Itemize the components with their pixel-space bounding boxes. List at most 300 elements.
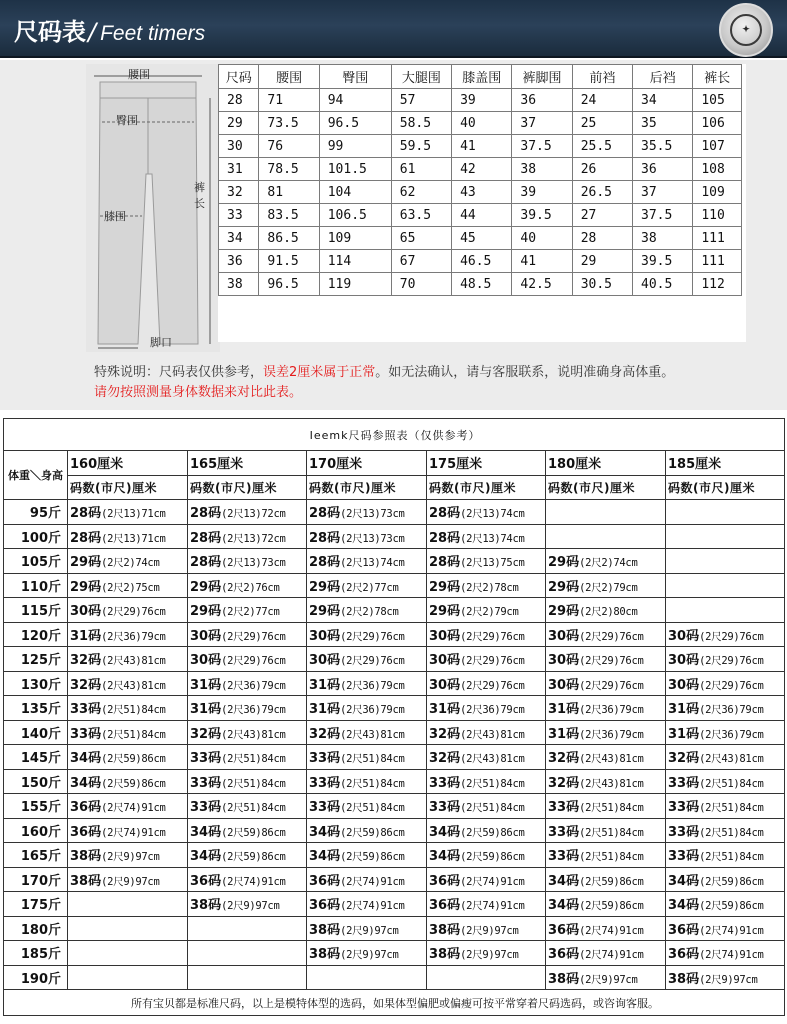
title-separator: / xyxy=(88,18,97,46)
size-code: 29码 xyxy=(70,555,102,571)
size-measure: (2尺36)79cm xyxy=(460,704,525,717)
size-cell xyxy=(188,867,307,892)
spec-cell: 106 xyxy=(693,112,742,135)
size-code: 32码 xyxy=(70,677,102,693)
size-measure: (2尺59)86cm xyxy=(101,777,166,790)
size-cell xyxy=(427,720,546,745)
size-code: 31码 xyxy=(70,628,102,644)
weight-cell: 180斤 xyxy=(4,916,68,941)
size-measure: (2尺2)78cm xyxy=(460,581,519,594)
size-cell xyxy=(666,843,785,868)
spec-cell: 37.5 xyxy=(633,204,693,227)
size-cell xyxy=(307,671,427,696)
spec-cell: 104 xyxy=(319,181,391,204)
size-code: 28码 xyxy=(70,530,102,546)
label-knee: 膝围 xyxy=(104,210,126,223)
size-cell xyxy=(546,892,666,917)
size-code: 28码 xyxy=(309,506,341,522)
size-cell xyxy=(546,524,666,549)
size-measure: (2尺74)91cm xyxy=(101,826,166,839)
size-cell xyxy=(427,794,546,819)
size-cell xyxy=(546,647,666,672)
size-measure: (2尺9)97cm xyxy=(699,973,758,986)
title-en: Feet timers xyxy=(100,22,206,45)
size-code: 31码 xyxy=(668,702,700,718)
size-measure: (2尺29)76cm xyxy=(579,630,644,643)
height-header-cell: 160厘米 xyxy=(68,451,188,476)
size-reference-section xyxy=(3,418,784,1016)
size-spec-section xyxy=(0,60,787,410)
label-hem: 脚口 xyxy=(150,336,172,349)
weight-cell: 130斤 xyxy=(4,671,68,696)
size-code: 30码 xyxy=(309,653,341,669)
size-code: 30码 xyxy=(668,677,700,693)
spec-cell: 37.5 xyxy=(512,135,572,158)
size-cell xyxy=(427,500,546,525)
size-code: 36码 xyxy=(429,873,461,889)
size-measure: (2尺51)84cm xyxy=(340,753,405,766)
size-measure: (2尺59)86cm xyxy=(699,875,764,888)
size-measure: (2尺2)79cm xyxy=(460,606,519,619)
size-cell xyxy=(546,500,666,525)
weight-cell: 170斤 xyxy=(4,867,68,892)
size-measure: (2尺74)91cm xyxy=(579,949,644,962)
size-code: 33码 xyxy=(668,775,700,791)
size-code: 29码 xyxy=(190,579,222,595)
spec-cell: 25 xyxy=(572,112,632,135)
size-cell xyxy=(307,941,427,966)
size-measure: (2尺36)79cm xyxy=(579,704,644,717)
size-measure: (2尺2)77cm xyxy=(221,606,280,619)
height-header-row xyxy=(4,451,785,476)
size-measure: (2尺13)72cm xyxy=(221,508,286,521)
size-cell xyxy=(666,647,785,672)
size-measure: (2尺74)91cm xyxy=(340,875,405,888)
note-line-1 xyxy=(94,363,674,383)
spec-cell: 36 xyxy=(633,158,693,181)
size-code: 34码 xyxy=(668,873,700,889)
size-cell xyxy=(307,794,427,819)
spec-cell: 39 xyxy=(452,89,512,112)
size-cell xyxy=(546,622,666,647)
size-measure: (2尺74)91cm xyxy=(221,875,286,888)
size-code: 29码 xyxy=(429,579,461,595)
size-cell xyxy=(427,941,546,966)
spec-cell: 59.5 xyxy=(391,135,451,158)
size-cell xyxy=(188,671,307,696)
size-cell xyxy=(188,769,307,794)
size-code: 30码 xyxy=(429,677,461,693)
size-cell xyxy=(68,573,188,598)
weight-cell: 135斤 xyxy=(4,696,68,721)
size-cell xyxy=(188,500,307,525)
size-cell xyxy=(427,598,546,623)
size-code: 31码 xyxy=(190,677,222,693)
spec-cell: 67 xyxy=(391,250,451,273)
size-measure: (2尺43)81cm xyxy=(340,728,405,741)
size-code: 28码 xyxy=(309,555,341,571)
size-measure: (2尺74)91cm xyxy=(460,900,525,913)
size-code: 28码 xyxy=(190,530,222,546)
table-row xyxy=(4,769,785,794)
spec-cell: 29 xyxy=(219,112,259,135)
size-code: 34码 xyxy=(70,751,102,767)
size-measure: (2尺9)97cm xyxy=(340,924,399,937)
spec-cell: 35 xyxy=(633,112,693,135)
weight-cell: 105斤 xyxy=(4,549,68,574)
size-measure: (2尺43)81cm xyxy=(460,728,525,741)
size-code: 29码 xyxy=(548,579,580,595)
size-measure: (2尺43)81cm xyxy=(221,728,286,741)
table-row xyxy=(4,965,785,990)
size-measure: (2尺51)84cm xyxy=(221,777,286,790)
size-code: 36码 xyxy=(548,922,580,938)
size-cell xyxy=(546,818,666,843)
size-cell xyxy=(68,794,188,819)
size-measure: (2尺2)80cm xyxy=(579,606,638,619)
weight-cell: 125斤 xyxy=(4,647,68,672)
size-cell xyxy=(666,769,785,794)
size-spec-table xyxy=(218,64,742,296)
size-code: 38码 xyxy=(70,849,102,865)
size-measure: (2尺51)84cm xyxy=(460,777,525,790)
size-cell xyxy=(68,818,188,843)
size-measure: (2尺9)97cm xyxy=(101,875,160,888)
size-measure: (2尺74)91cm xyxy=(460,875,525,888)
size-cell xyxy=(307,720,427,745)
size-cell xyxy=(188,916,307,941)
spec-cell: 34 xyxy=(633,89,693,112)
size-measure: (2尺51)84cm xyxy=(460,802,525,815)
size-code: 32码 xyxy=(309,726,341,742)
size-cell xyxy=(188,647,307,672)
size-code: 33码 xyxy=(309,775,341,791)
size-cell xyxy=(307,524,427,549)
size-code: 33码 xyxy=(190,775,222,791)
table-row xyxy=(4,622,785,647)
spec-cell: 114 xyxy=(319,250,391,273)
size-measure: (2尺13)72cm xyxy=(221,532,286,545)
table-row xyxy=(4,745,785,770)
size-code: 30码 xyxy=(548,628,580,644)
size-code: 33码 xyxy=(429,800,461,816)
size-cell xyxy=(307,549,427,574)
spec-cell: 70 xyxy=(391,273,451,296)
table-row xyxy=(4,794,785,819)
spec-cell: 61 xyxy=(391,158,451,181)
size-cell xyxy=(68,892,188,917)
size-cell xyxy=(427,647,546,672)
size-code: 28码 xyxy=(429,555,461,571)
spec-cell: 39.5 xyxy=(512,204,572,227)
spec-cell: 32 xyxy=(219,181,259,204)
size-measure: (2尺51)84cm xyxy=(340,802,405,815)
spec-table-container xyxy=(218,64,746,342)
size-cell xyxy=(307,696,427,721)
size-code: 36码 xyxy=(190,873,222,889)
size-measure: (2尺13)75cm xyxy=(460,557,525,570)
spec-cell: 48.5 xyxy=(452,273,512,296)
size-code: 29码 xyxy=(190,604,222,620)
size-code: 32码 xyxy=(429,751,461,767)
size-cell xyxy=(68,867,188,892)
size-cell xyxy=(427,745,546,770)
size-cell xyxy=(68,598,188,623)
size-measure: (2尺36)79cm xyxy=(221,704,286,717)
spec-row xyxy=(219,250,742,273)
size-measure: (2尺59)86cm xyxy=(699,900,764,913)
size-measure: (2尺59)86cm xyxy=(460,826,525,839)
size-code: 36码 xyxy=(668,922,700,938)
spec-cell: 83.5 xyxy=(259,204,319,227)
weight-cell: 100斤 xyxy=(4,524,68,549)
spec-cell: 57 xyxy=(391,89,451,112)
spec-cell: 40.5 xyxy=(633,273,693,296)
seal-center-icon: ✦ xyxy=(730,14,762,46)
size-measure: (2尺29)76cm xyxy=(699,679,764,692)
size-cell xyxy=(68,965,188,990)
size-measure: (2尺36)79cm xyxy=(699,728,764,741)
size-measure: (2尺51)84cm xyxy=(221,753,286,766)
spec-cell: 107 xyxy=(693,135,742,158)
size-code: 32码 xyxy=(429,726,461,742)
size-cell xyxy=(307,647,427,672)
size-measure: (2尺29)76cm xyxy=(699,655,764,668)
size-measure: (2尺29)76cm xyxy=(221,630,286,643)
size-code: 28码 xyxy=(70,506,102,522)
table-row xyxy=(4,647,785,672)
size-cell xyxy=(68,843,188,868)
size-measure: (2尺2)75cm xyxy=(101,581,160,594)
size-measure: (2尺59)86cm xyxy=(340,851,405,864)
size-measure: (2尺51)84cm xyxy=(101,704,166,717)
spec-cell: 101.5 xyxy=(319,158,391,181)
spec-cell: 91.5 xyxy=(259,250,319,273)
size-code: 33码 xyxy=(668,824,700,840)
spec-header-cell: 尺码 xyxy=(219,65,259,89)
size-measure: (2尺74)91cm xyxy=(699,924,764,937)
size-cell xyxy=(666,818,785,843)
size-code: 34码 xyxy=(429,824,461,840)
size-cell xyxy=(307,965,427,990)
size-measure: (2尺59)86cm xyxy=(221,826,286,839)
subheader-cell: 码数(市尺)厘米 xyxy=(307,475,427,500)
size-code: 33码 xyxy=(668,800,700,816)
spec-cell: 105 xyxy=(693,89,742,112)
size-measure: (2尺51)84cm xyxy=(699,777,764,790)
size-cell xyxy=(666,622,785,647)
size-measure: (2尺36)79cm xyxy=(699,704,764,717)
spec-cell: 94 xyxy=(319,89,391,112)
size-cell xyxy=(666,549,785,574)
table-row xyxy=(4,500,785,525)
size-cell xyxy=(188,524,307,549)
spec-cell: 24 xyxy=(572,89,632,112)
size-code: 28码 xyxy=(190,555,222,571)
table-row xyxy=(4,843,785,868)
spec-cell: 62 xyxy=(391,181,451,204)
size-code: 36码 xyxy=(429,898,461,914)
size-code: 38码 xyxy=(429,947,461,963)
size-cell xyxy=(68,916,188,941)
size-measure: (2尺59)86cm xyxy=(579,900,644,913)
spec-header-cell: 裤脚围 xyxy=(512,65,572,89)
note-text: 特殊说明：尺码表仅供参考， xyxy=(94,365,264,380)
size-cell xyxy=(666,867,785,892)
size-cell xyxy=(307,745,427,770)
size-code: 34码 xyxy=(190,849,222,865)
size-measure: (2尺13)74cm xyxy=(340,557,405,570)
spec-cell: 112 xyxy=(693,273,742,296)
size-cell xyxy=(666,696,785,721)
spec-cell: 25.5 xyxy=(572,135,632,158)
size-cell xyxy=(307,916,427,941)
size-code: 29码 xyxy=(309,604,341,620)
weight-cell: 190斤 xyxy=(4,965,68,990)
note-error-text: 误差2厘米属于正常 xyxy=(263,365,376,380)
size-cell xyxy=(546,965,666,990)
size-cell xyxy=(68,549,188,574)
size-cell xyxy=(427,867,546,892)
spec-cell: 38 xyxy=(219,273,259,296)
size-cell xyxy=(546,696,666,721)
size-code: 32码 xyxy=(548,775,580,791)
weight-height-corner: 体重＼身高 xyxy=(4,451,68,500)
size-cell xyxy=(427,818,546,843)
spec-cell: 33 xyxy=(219,204,259,227)
table-row xyxy=(4,720,785,745)
size-code: 28码 xyxy=(429,530,461,546)
table-row xyxy=(4,941,785,966)
spec-cell: 78.5 xyxy=(259,158,319,181)
size-measure: (2尺36)79cm xyxy=(579,728,644,741)
spec-row xyxy=(219,158,742,181)
subheader-row xyxy=(4,475,785,500)
spec-row xyxy=(219,181,742,204)
size-measure: (2尺9)97cm xyxy=(221,900,280,913)
spec-cell: 63.5 xyxy=(391,204,451,227)
spec-cell: 36 xyxy=(219,250,259,273)
spec-header-cell: 膝盖围 xyxy=(452,65,512,89)
size-code: 30码 xyxy=(668,653,700,669)
size-cell xyxy=(427,769,546,794)
size-measure: (2尺59)86cm xyxy=(101,753,166,766)
size-cell xyxy=(546,867,666,892)
size-cell xyxy=(188,745,307,770)
size-code: 33码 xyxy=(309,751,341,767)
spec-cell: 45 xyxy=(452,227,512,250)
size-measure: (2尺13)71cm xyxy=(101,508,166,521)
size-code: 34码 xyxy=(309,824,341,840)
size-measure: (2尺29)76cm xyxy=(699,630,764,643)
size-cell xyxy=(546,843,666,868)
height-header-cell: 180厘米 xyxy=(546,451,666,476)
table-row xyxy=(4,524,785,549)
size-code: 34码 xyxy=(668,898,700,914)
spec-cell: 96.5 xyxy=(259,273,319,296)
spec-cell: 28 xyxy=(572,227,632,250)
size-cell xyxy=(188,843,307,868)
spec-cell: 26 xyxy=(572,158,632,181)
size-measure: (2尺9)97cm xyxy=(579,973,638,986)
size-code: 32码 xyxy=(548,751,580,767)
spec-cell: 38 xyxy=(512,158,572,181)
size-measure: (2尺74)91cm xyxy=(101,802,166,815)
size-code: 33码 xyxy=(429,775,461,791)
size-measure: (2尺51)84cm xyxy=(699,802,764,815)
special-note xyxy=(94,363,674,403)
table-row xyxy=(4,598,785,623)
spec-cell: 119 xyxy=(319,273,391,296)
size-measure: (2尺51)84cm xyxy=(340,777,405,790)
size-measure: (2尺43)81cm xyxy=(101,679,166,692)
size-code: 34码 xyxy=(548,898,580,914)
size-measure: (2尺13)74cm xyxy=(460,532,525,545)
size-code: 36码 xyxy=(70,800,102,816)
size-code: 30码 xyxy=(548,653,580,669)
size-code: 33码 xyxy=(309,800,341,816)
label-length: 裤长 xyxy=(194,181,205,210)
spec-cell: 39.5 xyxy=(633,250,693,273)
spec-cell: 29 xyxy=(572,250,632,273)
spec-cell: 76 xyxy=(259,135,319,158)
size-cell xyxy=(546,549,666,574)
size-code: 38码 xyxy=(190,898,222,914)
size-measure: (2尺29)76cm xyxy=(340,655,405,668)
size-code: 31码 xyxy=(429,702,461,718)
size-measure: (2尺2)79cm xyxy=(579,581,638,594)
table-row xyxy=(4,916,785,941)
weight-cell: 95斤 xyxy=(4,500,68,525)
size-cell xyxy=(307,769,427,794)
size-cell xyxy=(666,598,785,623)
spec-cell: 73.5 xyxy=(259,112,319,135)
size-code: 33码 xyxy=(70,702,102,718)
size-cell xyxy=(68,622,188,647)
size-code: 30码 xyxy=(429,653,461,669)
size-measure: (2尺9)97cm xyxy=(460,949,519,962)
size-code: 36码 xyxy=(309,873,341,889)
spec-cell: 42.5 xyxy=(512,273,572,296)
size-cell xyxy=(666,892,785,917)
size-measure: (2尺2)78cm xyxy=(340,606,399,619)
spec-header-cell: 前裆 xyxy=(572,65,632,89)
spec-header-cell: 后裆 xyxy=(633,65,693,89)
spec-row xyxy=(219,273,742,296)
spec-cell: 30 xyxy=(219,135,259,158)
size-cell xyxy=(666,941,785,966)
table-row xyxy=(4,671,785,696)
table-row xyxy=(4,696,785,721)
size-code: 29码 xyxy=(548,555,580,571)
size-measure: (2尺59)86cm xyxy=(460,851,525,864)
weight-cell: 145斤 xyxy=(4,745,68,770)
size-measure: (2尺74)91cm xyxy=(579,924,644,937)
spec-header-cell: 大腿围 xyxy=(391,65,451,89)
size-cell xyxy=(68,671,188,696)
spec-cell: 30.5 xyxy=(572,273,632,296)
size-cell xyxy=(307,843,427,868)
spec-cell: 41 xyxy=(452,135,512,158)
spec-cell: 99 xyxy=(319,135,391,158)
size-measure: (2尺13)71cm xyxy=(101,532,166,545)
brand-seal-logo xyxy=(719,3,773,57)
subheader-cell: 码数(市尺)厘米 xyxy=(546,475,666,500)
spec-cell: 108 xyxy=(693,158,742,181)
table-row xyxy=(4,573,785,598)
size-measure: (2尺9)97cm xyxy=(101,851,160,864)
weight-cell: 185斤 xyxy=(4,941,68,966)
